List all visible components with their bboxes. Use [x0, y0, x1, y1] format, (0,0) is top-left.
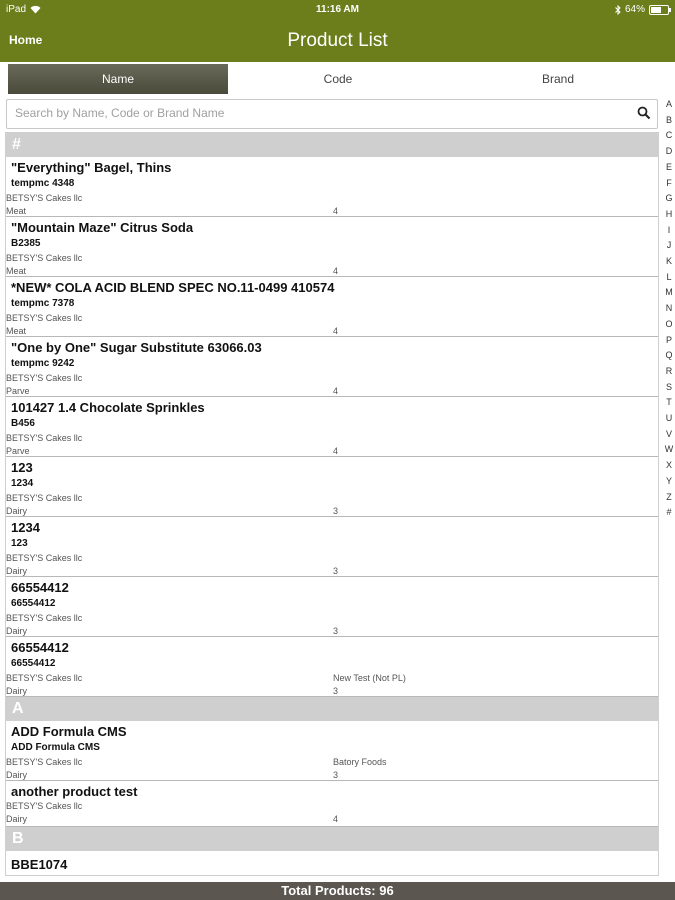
product-row[interactable] [6, 851, 658, 872]
segment-code[interactable]: Code [323, 72, 353, 86]
product-row[interactable] [6, 637, 658, 697]
index-letter[interactable]: S [665, 381, 672, 392]
product-row[interactable] [6, 157, 658, 217]
total-products-bar: Total Products: 96 [0, 882, 675, 900]
product-name: "Mountain Maze" Citrus Soda [11, 220, 194, 235]
product-category: Dairy [6, 686, 28, 696]
product-company: BETSY'S Cakes llc [6, 673, 83, 683]
product-code: ADD Formula CMS [11, 742, 100, 753]
product-row[interactable] [6, 397, 658, 457]
product-name: 66554412 [11, 640, 69, 655]
search-icon[interactable] [637, 106, 651, 120]
index-letter[interactable]: Z [666, 491, 672, 502]
product-row[interactable] [6, 457, 658, 517]
product-count: 3 [333, 686, 339, 696]
index-letter[interactable]: Q [665, 350, 673, 361]
product-brand: Batory Foods [333, 757, 387, 767]
section-header: # [6, 133, 658, 157]
product-code: B2385 [11, 238, 41, 249]
product-name: 66554412 [11, 580, 69, 595]
product-company: BETSY'S Cakes llc [6, 313, 83, 323]
page-title: Product List [287, 30, 388, 51]
home-button[interactable]: Home [9, 33, 43, 47]
index-letter[interactable]: D [665, 146, 673, 157]
product-name: 1234 [11, 520, 40, 535]
product-company: BETSY'S Cakes llc [6, 373, 83, 383]
status-time: 11:16 AM [316, 4, 359, 15]
product-row[interactable] [6, 577, 658, 637]
nav-bar [0, 20, 675, 62]
product-company: BETSY'S Cakes llc [6, 253, 83, 263]
segment-name[interactable]: Name [8, 64, 228, 94]
product-code: 66554412 [11, 598, 56, 609]
index-letter[interactable]: O [665, 318, 673, 329]
index-letter[interactable]: B [665, 114, 672, 125]
index-letter[interactable]: P [665, 334, 672, 345]
product-code: 66554412 [11, 658, 56, 669]
product-company: BETSY'S Cakes llc [6, 613, 83, 623]
product-category: Dairy [6, 506, 28, 516]
product-company: BETSY'S Cakes llc [6, 553, 83, 563]
product-count: 4 [333, 446, 339, 456]
index-letter[interactable]: V [665, 428, 672, 439]
section-header: A [6, 697, 658, 721]
product-count: 3 [333, 626, 339, 636]
segment-brand[interactable]: Brand [541, 72, 575, 86]
product-count: 3 [333, 770, 339, 780]
index-letter[interactable]: T [666, 397, 672, 408]
product-row[interactable] [6, 721, 658, 781]
index-letter[interactable]: G [665, 193, 673, 204]
index-letter[interactable]: Y [665, 475, 672, 486]
device-label: iPad [6, 4, 27, 15]
battery-level [651, 7, 661, 13]
product-code: tempmc 4348 [11, 178, 75, 189]
product-count: 3 [333, 566, 339, 576]
product-code: 1234 [11, 478, 34, 489]
product-row[interactable] [6, 781, 658, 827]
index-letter[interactable]: U [665, 413, 673, 424]
battery-icon [649, 5, 669, 15]
product-company: BETSY'S Cakes llc [6, 757, 83, 767]
product-company: BETSY'S Cakes llc [6, 433, 83, 443]
product-row[interactable] [6, 217, 658, 277]
product-category: Meat [6, 206, 27, 216]
bluetooth-icon [615, 5, 621, 15]
index-letter[interactable]: # [666, 507, 672, 518]
index-letter[interactable]: J [666, 240, 672, 251]
index-letter[interactable]: L [666, 271, 672, 282]
index-letter[interactable]: C [665, 130, 673, 141]
product-row[interactable] [6, 517, 658, 577]
product-category: Dairy [6, 770, 28, 780]
product-list[interactable] [5, 132, 659, 876]
index-letter[interactable]: X [665, 460, 672, 471]
product-count: 4 [333, 326, 339, 336]
product-name: BBE1074 [11, 857, 68, 872]
product-name: 123 [11, 460, 33, 475]
product-count: 4 [333, 206, 339, 216]
product-code: 123 [11, 538, 28, 549]
index-letter[interactable]: R [665, 365, 673, 376]
index-letter[interactable]: A [665, 99, 672, 109]
index-letter[interactable]: E [665, 161, 672, 172]
product-company: BETSY'S Cakes llc [6, 493, 83, 503]
search-bar [6, 99, 658, 129]
product-count: 4 [333, 386, 339, 396]
index-letter[interactable]: K [665, 256, 672, 267]
product-category: Dairy [6, 566, 28, 576]
product-code: tempmc 7378 [11, 298, 75, 309]
index-letter[interactable]: M [665, 287, 673, 298]
product-category: Dairy [6, 814, 28, 824]
index-letter[interactable]: W [664, 444, 674, 455]
index-letter[interactable]: H [665, 208, 673, 219]
sort-segmented-control [8, 64, 668, 94]
index-letter[interactable]: F [666, 177, 672, 188]
alphabet-index[interactable] [662, 97, 675, 521]
product-category: Meat [6, 266, 27, 276]
section-header: B [6, 827, 658, 851]
product-category: Dairy [6, 626, 28, 636]
product-category: Parve [6, 446, 30, 456]
battery-percent: 64% [624, 4, 645, 15]
product-brand: New Test (Not PL) [333, 673, 406, 683]
product-count: 4 [333, 814, 339, 824]
product-name: 101427 1.4 Chocolate Sprinkles [11, 400, 205, 415]
product-name: "One by One" Sugar Substitute 63066.03 [11, 340, 262, 355]
product-name: "Everything" Bagel, Thins [11, 160, 172, 175]
product-code: tempmc 9242 [11, 358, 75, 369]
product-row[interactable] [6, 337, 658, 397]
product-name: ADD Formula CMS [11, 724, 127, 739]
product-count: 3 [333, 506, 339, 516]
product-category: Parve [6, 386, 30, 396]
product-row[interactable] [6, 277, 658, 337]
status-bar [0, 0, 675, 20]
index-letter[interactable]: N [665, 303, 673, 314]
product-code: B456 [11, 418, 35, 429]
product-count: 4 [333, 266, 339, 276]
product-category: Meat [6, 326, 27, 336]
search-input[interactable] [7, 100, 623, 126]
index-letter[interactable]: I [667, 224, 671, 235]
status-right [615, 4, 669, 15]
product-name: another product test [11, 784, 138, 799]
product-name: *NEW* COLA ACID BLEND SPEC NO.11-0499 410574 [11, 280, 335, 295]
product-company: BETSY'S Cakes llc [6, 193, 83, 203]
product-company: BETSY'S Cakes llc [6, 801, 83, 811]
